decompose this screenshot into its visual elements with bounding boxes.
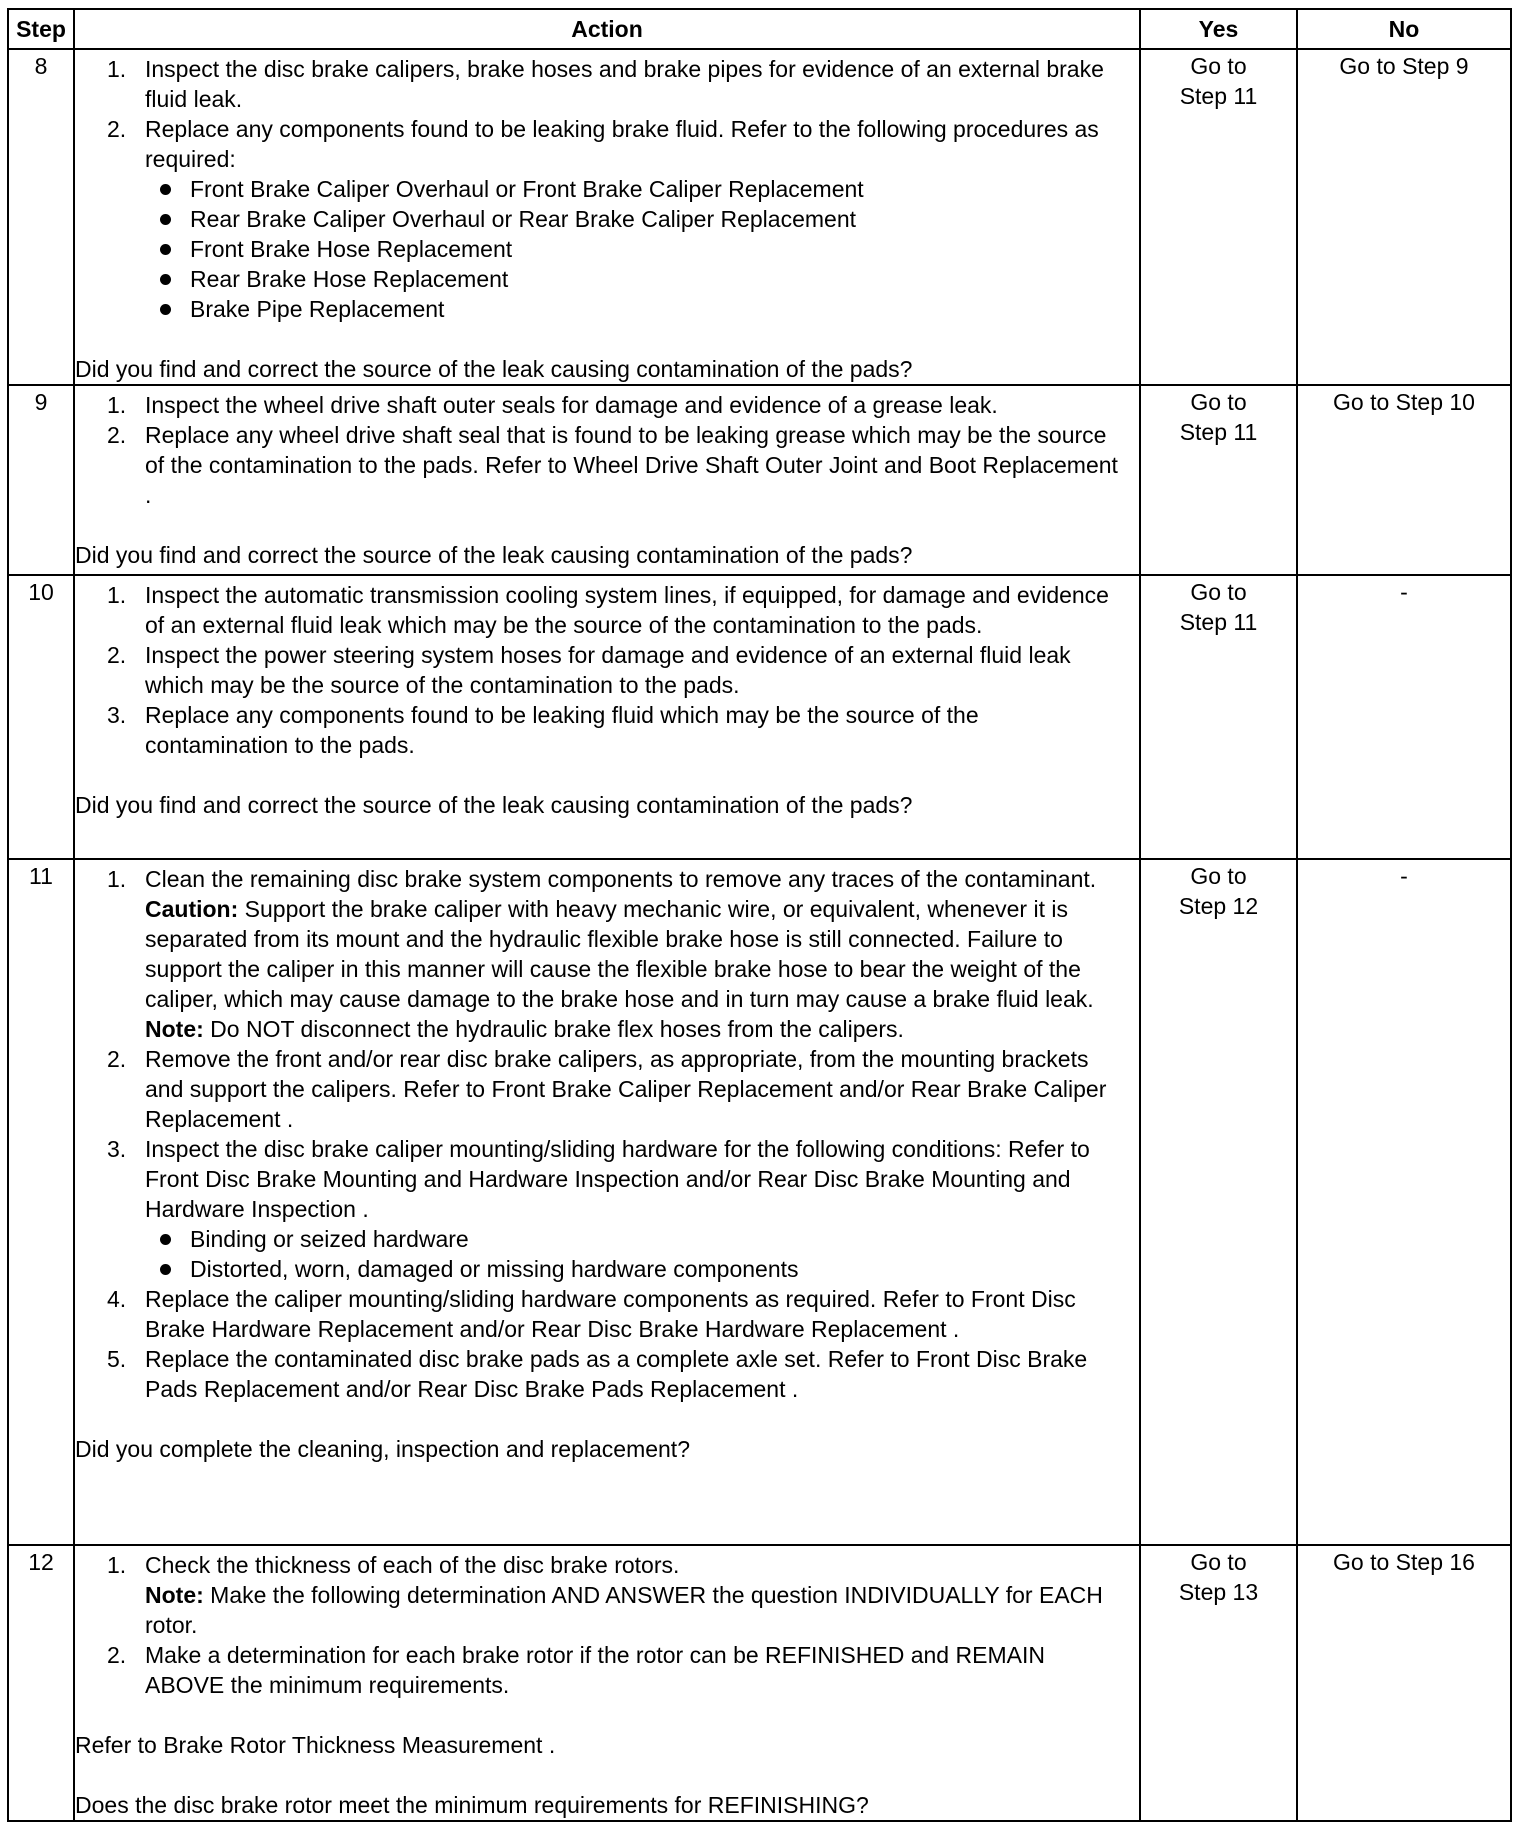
- action-cell: [74, 385, 1140, 575]
- action-item: 2. Make a determination for each brake rotor if the rotor can be REFINISHED and REMAIN ABOVE the minimum requirements.: [107, 1642, 1045, 1698]
- no-cell: -: [1297, 575, 1511, 859]
- step-row-9: [8, 385, 1511, 575]
- action-item: 1. Check the thickness of each of the disc brake rotors. Note: Make the following determination AND ANSWER the question INDIVIDUALLY for EACH rotor.: [87, 1550, 1127, 1640]
- header-no: No: [1297, 9, 1511, 49]
- action-cell: [74, 575, 1140, 859]
- step-row-8: [8, 49, 1511, 385]
- no-cell: Go to Step 16: [1297, 1545, 1511, 1821]
- diagnostic-table: [7, 8, 1512, 1822]
- bullet-item: Binding or seized hardware: [138, 1224, 1127, 1254]
- step-row-10: [8, 575, 1511, 859]
- question: Did you find and correct the source of the leak causing contamination of the pads?: [75, 356, 913, 382]
- no-cell: Go to Step 9: [1297, 49, 1511, 385]
- header-yes: Yes: [1140, 9, 1297, 49]
- step-number: 8: [8, 49, 74, 385]
- caution-note: Caution: Support the brake caliper with heavy mechanic wire, or equivalent, whenever it is separated from its mount and the hydraulic flexible brake hose is still connected. Failure to support the caliper in this manner will cause the flexible brake hose to bear the weight of the caliper, which may cause damage to the brake hose and in turn may cause a brake fluid leak.: [145, 896, 1094, 1012]
- yes-cell: Go to Step 11: [1140, 385, 1297, 575]
- refer-text: Refer to Brake Rotor Thickness Measurement .: [75, 1732, 556, 1758]
- question: Did you complete the cleaning, inspection and replacement?: [75, 1436, 690, 1462]
- yes-cell: Go to Step 11: [1140, 575, 1297, 859]
- action-item: 2. Inspect the power steering system hoses for damage and evidence of an external fluid leak which may be the source of the contamination to the pads.: [107, 642, 1071, 698]
- bullet-item: Distorted, worn, damaged or missing hardware components: [138, 1254, 1127, 1284]
- bullet-item: Rear Brake Hose Replacement: [138, 264, 1127, 294]
- action-item: 2. Replace any wheel drive shaft seal that is found to be leaking grease which may be the source of the contamination to the pads. Refer to Wheel Drive Shaft Outer Joint and Boot Replacement .: [107, 422, 1118, 508]
- question: Does the disc brake rotor meet the minimum requirements for REFINISHING?: [75, 1792, 869, 1818]
- header-action: Action: [74, 9, 1140, 49]
- yes-cell: Go to Step 11: [1140, 49, 1297, 385]
- action-item: 1. Inspect the disc brake calipers, brake hoses and brake pipes for evidence of an external brake fluid leak.: [107, 56, 1104, 112]
- action-item: 1. Clean the remaining disc brake system components to remove any traces of the contaminant. Caution: Support the brake caliper with heavy mechanic wire, or equivalent, whenever it is separated from its mount and the hydraulic flexible brake hose is still connected. Failure to support the caliper in this manner will cause the flexible brake hose to bear the weight of the caliper, which may cause damage to the brake hose and in turn may cause a brake fluid leak. Note: Do NOT disconnect the hydraulic brake flex hoses from the calipers.: [87, 864, 1127, 1044]
- bullet-item: Front Brake Hose Replacement: [138, 234, 1127, 264]
- question: Did you find and correct the source of the leak causing contamination of the pads?: [75, 792, 913, 818]
- step-number: 10: [8, 575, 74, 859]
- action-item: 1. Inspect the wheel drive shaft outer seals for damage and evidence of a grease leak.: [107, 392, 998, 418]
- no-cell: -: [1297, 859, 1511, 1545]
- note: Note: Do NOT disconnect the hydraulic brake flex hoses from the calipers.: [145, 1016, 904, 1042]
- yes-cell: Go to Step 12: [1140, 859, 1297, 1545]
- action-item: 2. Remove the front and/or rear disc brake calipers, as appropriate, from the mounting brackets and support the calipers. Refer to Front Brake Caliper Replacement and/or Rear Brake Caliper Replacement .: [107, 1046, 1107, 1132]
- action-cell: [74, 1545, 1140, 1821]
- bullet-item: Front Brake Caliper Overhaul or Front Brake Caliper Replacement: [138, 174, 1127, 204]
- action-item: 3. Replace any components found to be leaking fluid which may be the source of the contamination to the pads.: [107, 702, 979, 758]
- header-row: [8, 9, 1511, 49]
- yes-cell: Go to Step 13: [1140, 1545, 1297, 1821]
- action-item: 1. Inspect the automatic transmission cooling system lines, if equipped, for damage and evidence of an external fluid leak which may be the source of the contamination to the pads.: [107, 582, 1109, 638]
- action-item: 4. Replace the caliper mounting/sliding hardware components as required. Refer to Front Disc Brake Hardware Replacement and/or Rear Disc Brake Hardware Replacement .: [107, 1286, 1076, 1342]
- step-number: 11: [8, 859, 74, 1545]
- header-step: Step: [8, 9, 74, 49]
- step-number: 9: [8, 385, 74, 575]
- note: Note: Make the following determination AND ANSWER the question INDIVIDUALLY for EACH rotor.: [145, 1582, 1103, 1638]
- no-cell: Go to Step 10: [1297, 385, 1511, 575]
- action-item: 2. Replace any components found to be leaking brake fluid. Refer to the following procedures as required: Front Brake Caliper Overhaul or Front Brake Caliper Replacement Rear Brake Caliper Overhaul or Rear Brake Caliper Replacement Front Brake Hose Replacement Rear Brake Hose Replacement Brake Pipe Replacement: [87, 114, 1127, 324]
- step-number: 12: [8, 1545, 74, 1821]
- bullet-item: Rear Brake Caliper Overhaul or Rear Brake Caliper Replacement: [138, 204, 1127, 234]
- step-row-11: [8, 859, 1511, 1545]
- action-item: 3. Inspect the disc brake caliper mounting/sliding hardware for the following conditions: Refer to Front Disc Brake Mounting and Hardware Inspection and/or Rear Disc Brake Mounting and Hardware Inspection . Binding or seized hardware Distorted, worn, damaged or missing hardware components: [87, 1134, 1127, 1284]
- action-cell: [74, 859, 1140, 1545]
- question: Did you find and correct the source of the leak causing contamination of the pads?: [75, 542, 913, 568]
- bullet-item: Brake Pipe Replacement: [138, 294, 1127, 324]
- action-cell: [74, 49, 1140, 385]
- action-item: 5. Replace the contaminated disc brake pads as a complete axle set. Refer to Front Disc Brake Pads Replacement and/or Rear Disc Brake Pads Replacement .: [107, 1346, 1088, 1402]
- step-row-12: [8, 1545, 1511, 1821]
